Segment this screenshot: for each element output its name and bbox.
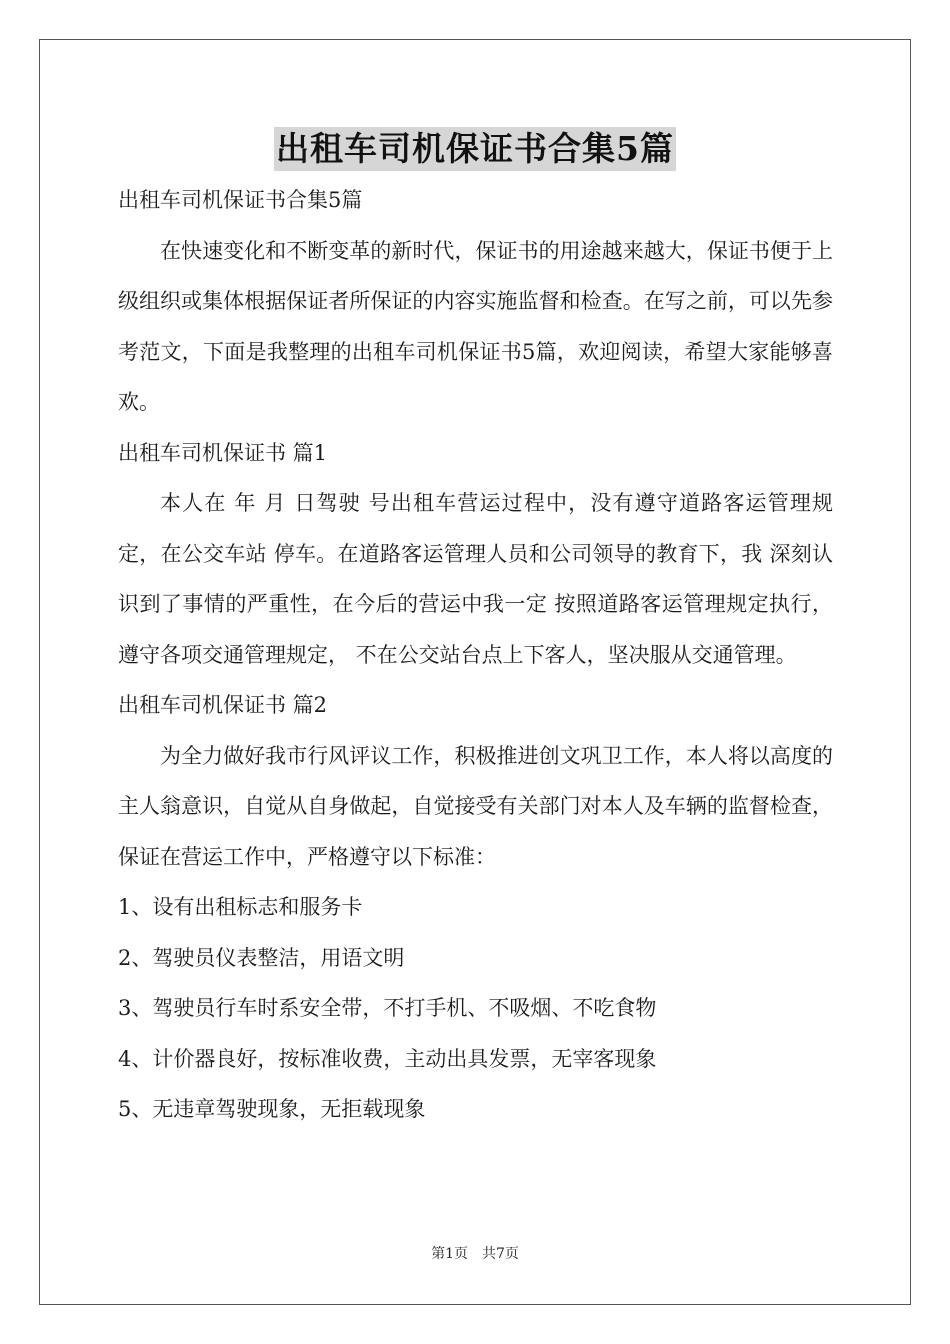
document-body — [118, 175, 833, 1135]
list-item: 1、设有出租标志和服务卡 — [118, 895, 363, 919]
section-2-paragraph: 为全力做好我市行风评议工作，积极推进创文巩卫工作，本人将以高度的主人翁意识，自觉从自身做起，自觉接受有关部门对本人及车辆的监督检查，保证在营运工作中，严格遵守以下标准： — [118, 743, 833, 869]
section-1-paragraph: 本人在 年 月 日驾驶 号出租车营运过程中，没有遵守道路客运管理规定，在公交车站 停车。在道路客运管理人员和公司领导的教育下，我 深刻认识到了事情的严重性，在今后的营运中我一定 按照道路客运管理规定执行， 遵守各项交通管理规定， 不在公交站台点上下客人，坚决服从交通管理。 — [118, 491, 833, 667]
page-number-footer: 第1页 共7页 — [431, 1246, 519, 1262]
document-subtitle: 出租车司机保证书合集5篇 — [118, 188, 363, 212]
section-heading-1: 出租车司机保证书 篇1 — [118, 440, 328, 465]
list-item: 4、计价器良好，按标准收费，主动出具发票，无宰客现象 — [118, 1046, 657, 1071]
list-item: 3、驾驶员行车时系安全带，不打手机、不吸烟、不吃食物 — [118, 996, 657, 1020]
list-item: 5、无违章驾驶现象，无拒载现象 — [118, 1097, 426, 1121]
intro-paragraph: 在快速变化和不断变革的新时代，保证书的用途越来越大，保证书便于上级组织或集体根据保证者所保证的内容实施监督和检查。在写之前，可以先参考范文，下面是我整理的出租车司机保证书5篇，欢迎阅读，希望大家能够喜欢。 — [118, 238, 833, 414]
section-heading-2: 出租车司机保证书 篇2 — [118, 693, 328, 717]
title-container — [0, 127, 950, 171]
list-item: 2、驾驶员仪表整洁，用语文明 — [118, 945, 405, 970]
document-title: 出租车司机保证书合集5篇 — [274, 127, 676, 171]
